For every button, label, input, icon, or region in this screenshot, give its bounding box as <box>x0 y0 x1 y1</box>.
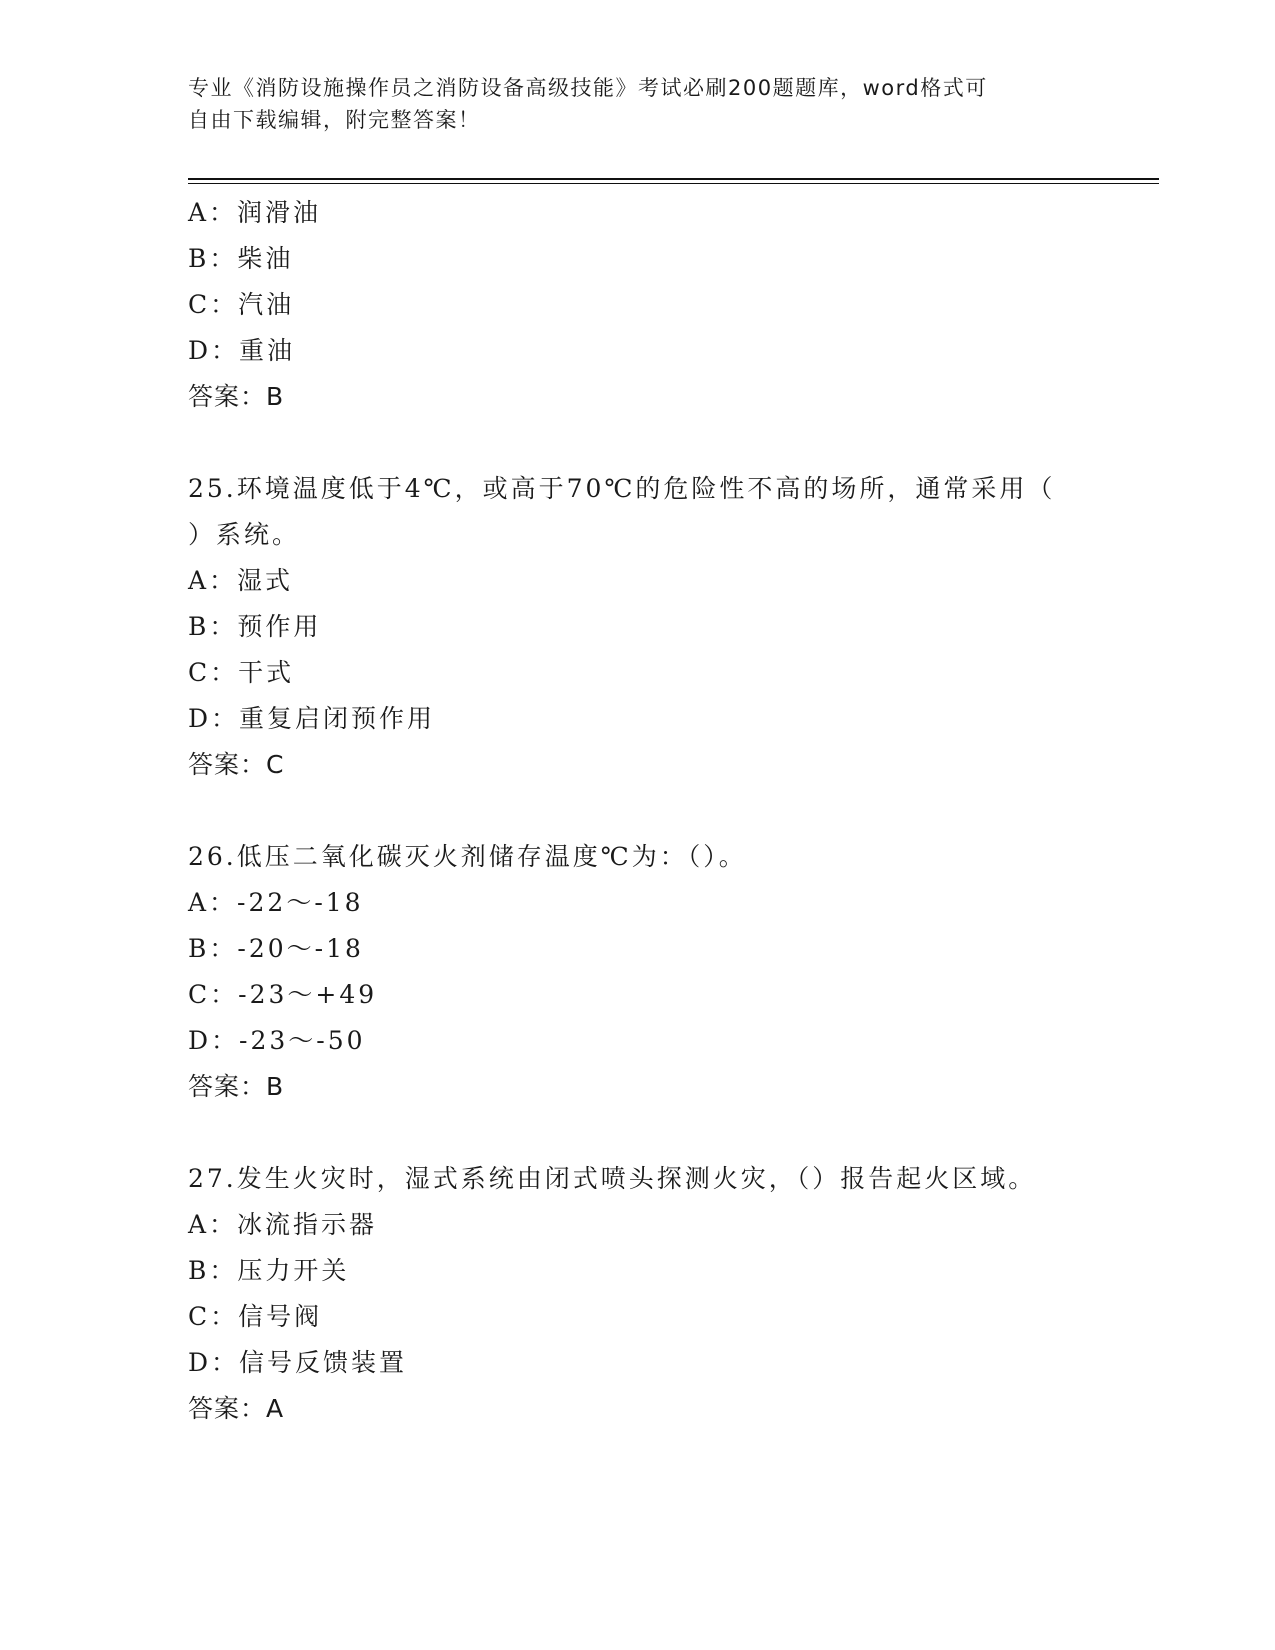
header-line-2: 自由下载编辑，附完整答案！ <box>188 108 481 132</box>
option-b: B：-20～-18 <box>188 934 364 963</box>
question-block-25 <box>188 466 1088 788</box>
option-b: B：预作用 <box>188 612 322 641</box>
option-b: B：柴油 <box>188 244 294 273</box>
document-header <box>188 72 1088 136</box>
spacer <box>188 420 1088 466</box>
option-d: D：重复启闭预作用 <box>188 704 436 733</box>
option-b: B：压力开关 <box>188 1256 350 1285</box>
answer-line: 答案：B <box>188 382 285 411</box>
option-c: C：干式 <box>188 658 295 687</box>
question-list <box>188 190 1088 1432</box>
question-stem-line-1: 25.环境温度低于4℃，或高于70℃的危险性不高的场所，通常采用（ <box>188 474 1056 503</box>
option-c: C：信号阀 <box>188 1302 323 1331</box>
option-c: C：汽油 <box>188 290 295 319</box>
question-stem-line-1: 27.发生火灾时，湿式系统由闭式喷头探测火灾，（）报告起火区域。 <box>188 1164 1037 1193</box>
question-block-26 <box>188 834 1088 1110</box>
option-a: A：润滑油 <box>188 198 322 227</box>
answer-line: 答案：B <box>188 1072 285 1101</box>
spacer <box>188 1110 1088 1156</box>
question-block-24 <box>188 190 1088 420</box>
option-d: D：信号反馈装置 <box>188 1348 408 1377</box>
header-line-1: 专业《消防设施操作员之消防设备高级技能》考试必刷200题题库，word格式可 <box>188 76 988 100</box>
header-divider-thick <box>188 178 1159 180</box>
option-d: D：-23～-50 <box>188 1026 366 1055</box>
question-block-27 <box>188 1156 1088 1432</box>
option-a: A：湿式 <box>188 566 294 595</box>
option-a: A：-22～-18 <box>188 888 364 917</box>
answer-line: 答案：A <box>188 1394 285 1423</box>
answer-line: 答案：C <box>188 750 285 779</box>
option-c: C：-23～+49 <box>188 980 378 1009</box>
spacer <box>188 788 1088 834</box>
question-stem-line-1: 26.低压二氧化碳灭火剂储存温度℃为：（）。 <box>188 842 747 871</box>
header-divider-thin <box>188 183 1159 184</box>
option-d: D：重油 <box>188 336 296 365</box>
option-a: A：冰流指示器 <box>188 1210 378 1239</box>
question-stem-line-2: ）系统。 <box>188 520 301 549</box>
